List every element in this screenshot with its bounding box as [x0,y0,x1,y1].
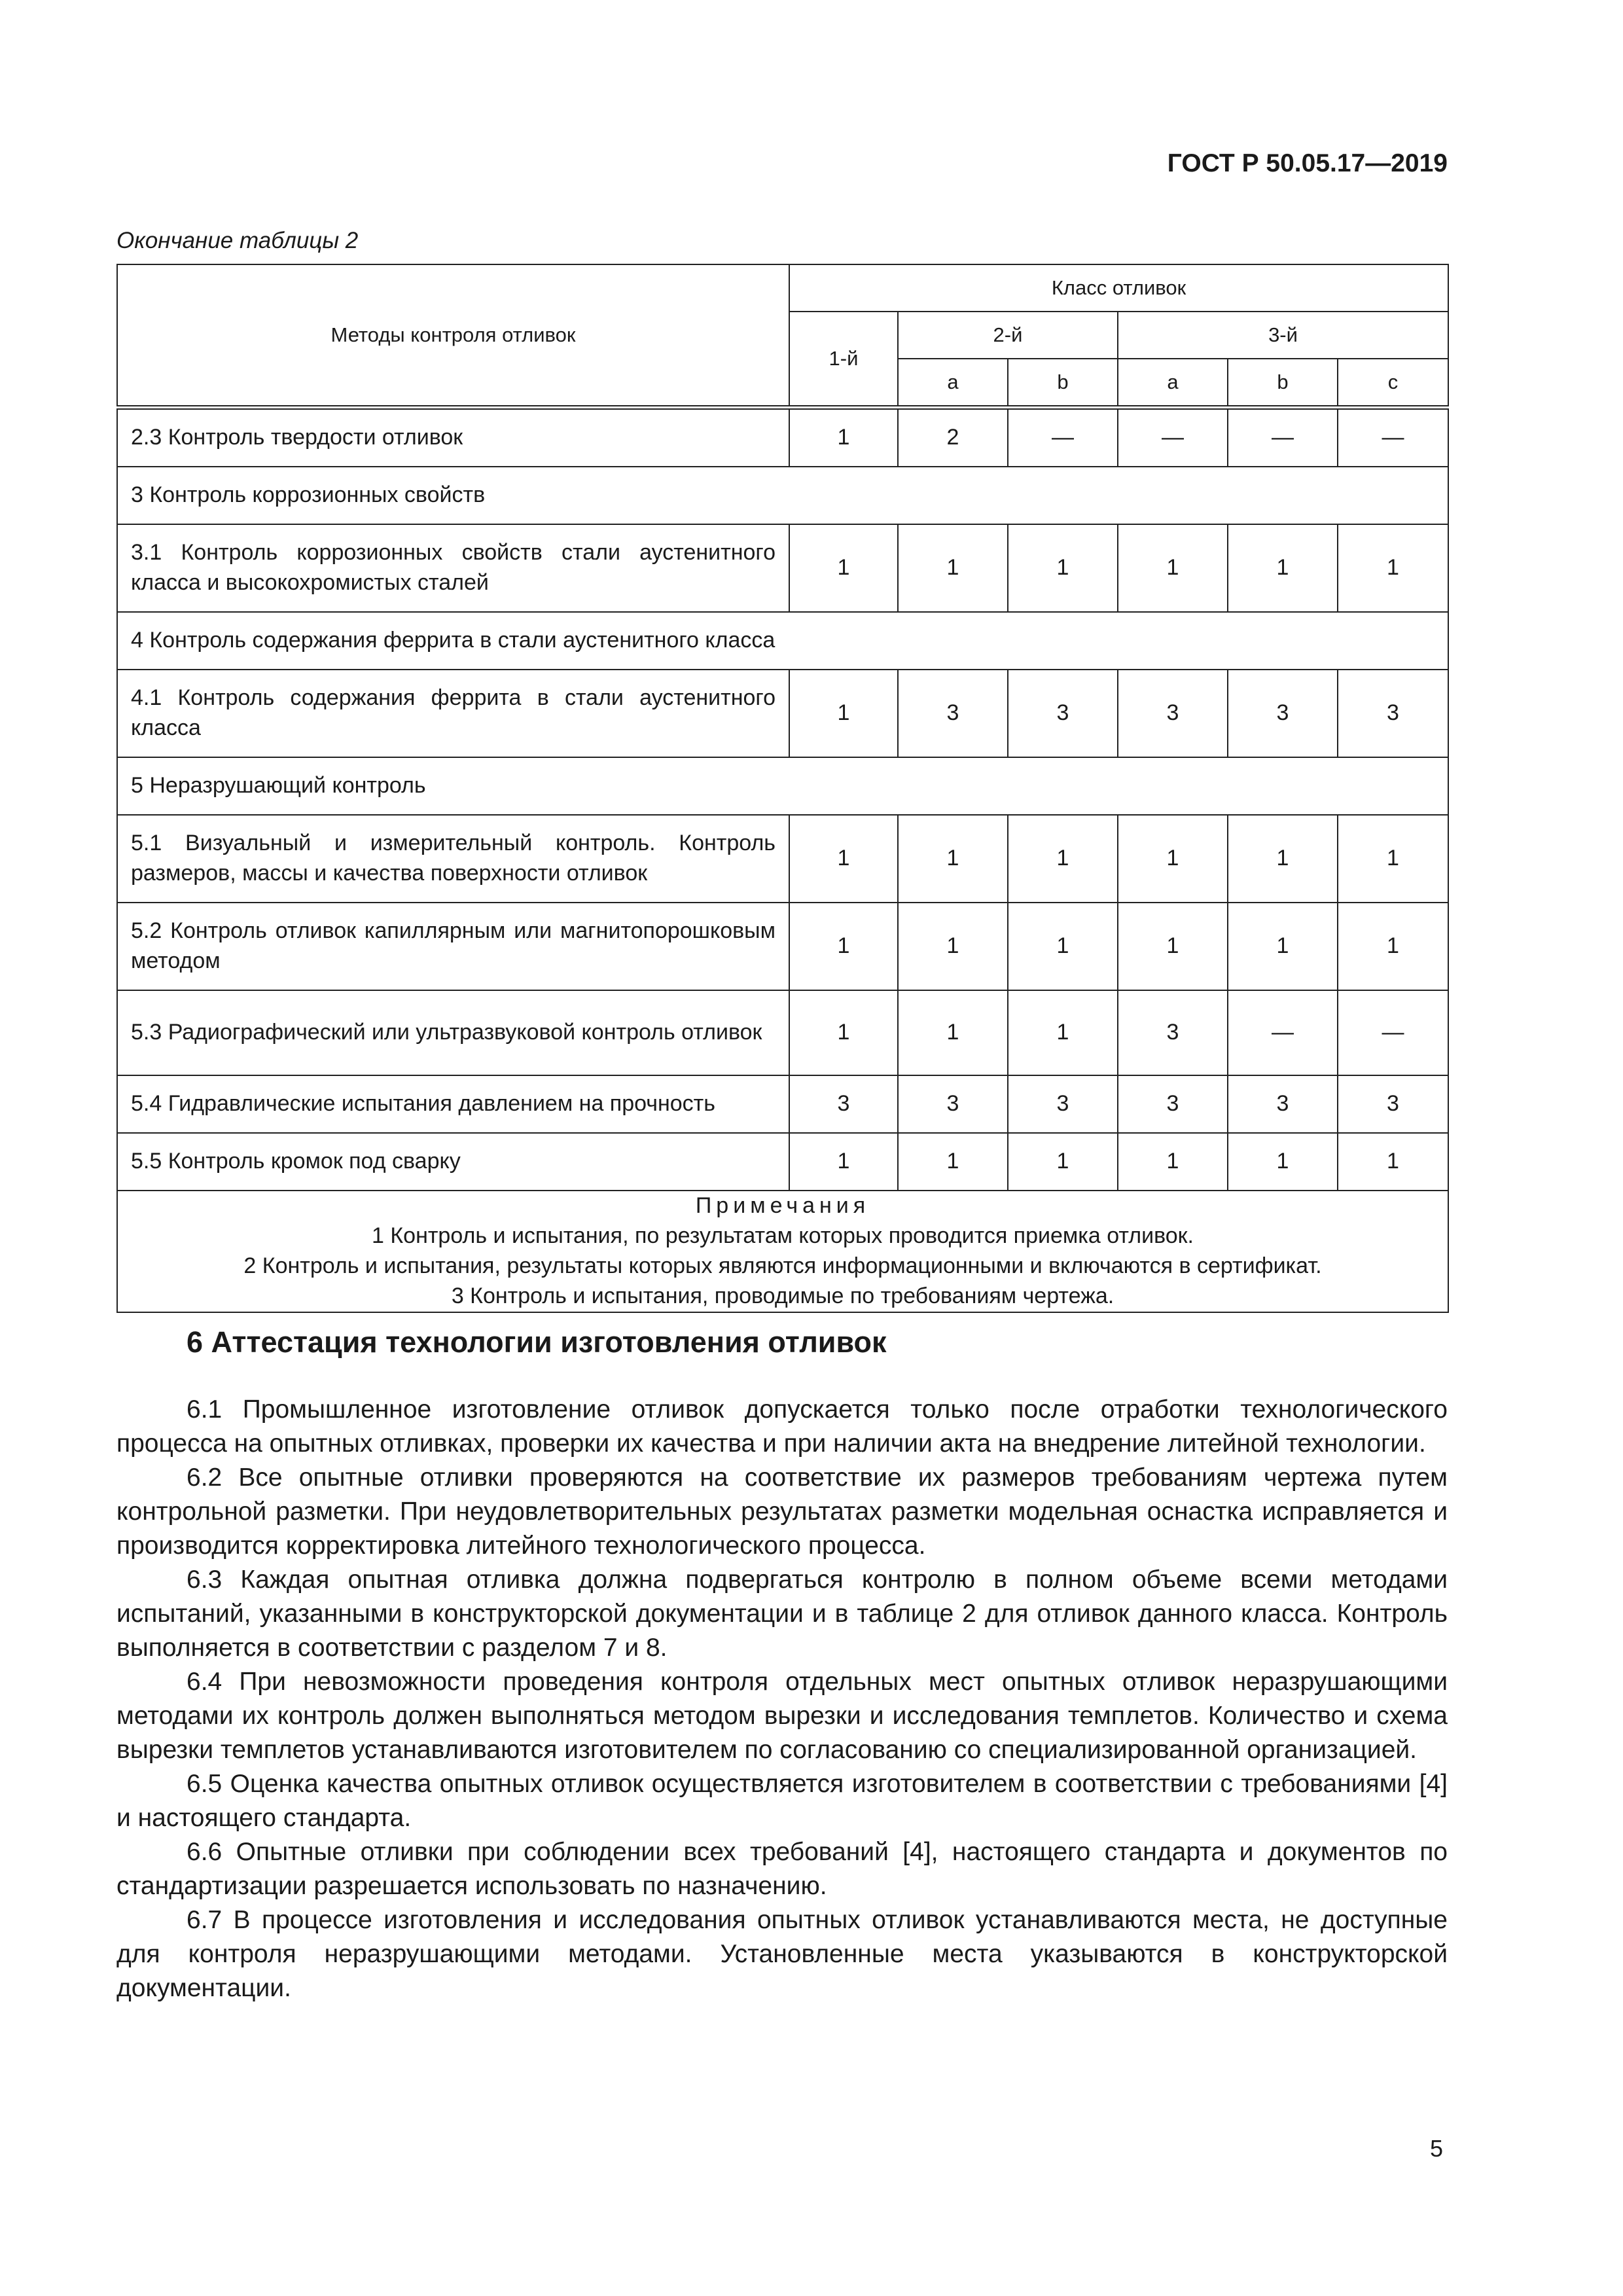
cell-value: — [1338,408,1448,467]
cell-value: 3 [1118,1075,1228,1133]
cell-value: 3 [898,1075,1008,1133]
cell-value: — [1118,408,1228,467]
header-class-3: 3-й [1118,312,1448,359]
cell-value: 1 [1338,1133,1448,1191]
table-caption: Окончание таблицы 2 [116,228,359,253]
table-row [117,408,1448,467]
cell-value: 1 [789,903,898,990]
cell-value: — [1008,408,1118,467]
row-name: 4.1 Контроль содержания феррита в стали аустенитного класса [117,670,789,757]
cell-value: 1 [898,990,1008,1075]
table-notes-row [117,1191,1448,1312]
cell-value: 1 [1118,524,1228,612]
cell-value: — [1228,990,1338,1075]
cell-value: 1 [898,1133,1008,1191]
paragraph: 6.1 Промышленное изготовление отливок допускается только после отработки технологического процесса на опытных отливках, проверки их качества и при наличии акта на внедрение литейной технологии. [116,1395,1448,1458]
section-name: 5 Неразрушающий контроль [117,757,1448,815]
row-name: 5.1 Визуальный и измерительный контроль. Контроль размеров, массы и качества поверхности отливок [117,815,789,903]
cell-value: 1 [1008,524,1118,612]
cell-value: 1 [1228,815,1338,903]
cell-value: 3 [1338,670,1448,757]
table-section-row [117,467,1448,524]
cell-value: 1 [789,670,898,757]
table-row [117,1075,1448,1133]
paragraph: 6.6 Опытные отливки при соблюдении всех требований [4], настоящего стандарта и документов по стандартизации разрешается использовать по назначению. [116,1838,1448,1900]
control-methods-table [116,264,1449,1313]
cell-value: 3 [1118,670,1228,757]
cell-value: 1 [1118,1133,1228,1191]
cell-value: 2 [898,408,1008,467]
row-name: 5.5 Контроль кромок под сварку [117,1133,789,1191]
table-row [117,815,1448,903]
cell-value: 1 [1228,1133,1338,1191]
cell-value: 1 [789,524,898,612]
cell-value: 1 [898,815,1008,903]
page-number: 5 [1429,2135,1443,2162]
notes-title: Примечания [695,1193,870,1218]
section-name: 4 Контроль содержания феррита в стали аустенитного класса [117,612,1448,670]
table-row [117,1133,1448,1191]
cell-value: 3 [1008,670,1118,757]
cell-value: 1 [1008,990,1118,1075]
cell-value: 1 [789,1133,898,1191]
row-name: 2.3 Контроль твердости отливок [117,408,789,467]
note-item: 2 Контроль и испытания, результаты которых являются информационными и включаются в сертификат. [243,1253,1322,1278]
table-row [117,990,1448,1075]
cell-value: 1 [1228,524,1338,612]
paragraph: 6.3 Каждая опытная отливка должна подвергаться контролю в полном объеме всеми методами испытаний, указанными в конструкторской документации и в таблице 2 для отливок данного класса. Контроль выполняется в соответствии с разделом 7 и 8. [116,1566,1448,1662]
header-sub-2b: b [1008,359,1118,408]
cell-value: 3 [789,1075,898,1133]
header-sub-2a: a [898,359,1008,408]
table-row [117,670,1448,757]
cell-value: 1 [789,408,898,467]
cell-value: 1 [1008,815,1118,903]
header-sub-3b: b [1228,359,1338,408]
cell-value: 3 [1228,1075,1338,1133]
section-title: 6 Аттестация технологии изготовления отливок [187,1325,887,1359]
row-name: 5.4 Гидравлические испытания давлением на прочность [117,1075,789,1133]
cell-value: 1 [1338,903,1448,990]
cell-value: 1 [1228,903,1338,990]
cell-value: 1 [1008,903,1118,990]
table-section-row [117,612,1448,670]
cell-value: 3 [1008,1075,1118,1133]
cell-value: 1 [789,815,898,903]
cell-value: 1 [898,903,1008,990]
header-sub-3a: a [1118,359,1228,408]
table-row [117,903,1448,990]
table-notes [117,1191,1448,1312]
header-methods: Методы контроля отливок [117,264,789,408]
cell-value: 1 [1118,815,1228,903]
header-class-2: 2-й [898,312,1118,359]
header-class: Класс отливок [789,264,1448,312]
paragraph: 6.2 Все опытные отливки проверяются на соответствие их размеров требованиям чертежа путем контрольной разметки. При неудовлетворительных результатах разметки модельная оснастка исправляется и производится корректировка литейного технологического процесса. [116,1463,1448,1560]
header-sub-3c: c [1338,359,1448,408]
cell-value: 1 [1338,524,1448,612]
row-name: 5.2 Контроль отливок капиллярным или магнитопорошковым методом [117,903,789,990]
cell-value: 3 [898,670,1008,757]
section-name: 3 Контроль коррозионных свойств [117,467,1448,524]
cell-value: 3 [1118,990,1228,1075]
cell-value: 3 [1338,1075,1448,1133]
cell-value: 1 [1008,1133,1118,1191]
row-name: 5.3 Радиографический или ультразвуковой контроль отливок [117,990,789,1075]
header-class-1: 1-й [789,312,898,408]
paragraph: 6.5 Оценка качества опытных отливок осуществляется изготовителем в соответствии с требованиями [4] и настоящего стандарта. [116,1770,1448,1832]
row-name: 3.1 Контроль коррозионных свойств стали аустенитного класса и высокохромистых сталей [117,524,789,612]
note-item: 3 Контроль и испытания, проводимые по требованиям чертежа. [451,1283,1115,1308]
note-item: 1 Контроль и испытания, по результатам которых проводится приемка отливок. [372,1223,1194,1248]
cell-value: 1 [789,990,898,1075]
paragraph: 6.4 При невозможности проведения контроля отдельных мест опытных отливок неразрушающими методами их контроль должен выполняться методом вырезки и исследования темплетов. Количество и схема вырезки темплетов устанавливаются изготовителем по согласованию со специализированной организацией. [116,1668,1448,1764]
cell-value: 1 [1338,815,1448,903]
paragraph: 6.7 В процессе изготовления и исследования опытных отливок устанавливаются места, не доступные для контроля неразрушающими методами. Установленные места указываются в конструкторской документации. [116,1906,1448,2002]
cell-value: 3 [1228,670,1338,757]
standard-designation: ГОСТ Р 50.05.17—2019 [1167,149,1448,177]
cell-value: 1 [1118,903,1228,990]
cell-value: — [1228,408,1338,467]
table-section-row [117,757,1448,815]
table-row [117,524,1448,612]
cell-value: — [1338,990,1448,1075]
section-body [116,1393,1448,2005]
cell-value: 1 [898,524,1008,612]
